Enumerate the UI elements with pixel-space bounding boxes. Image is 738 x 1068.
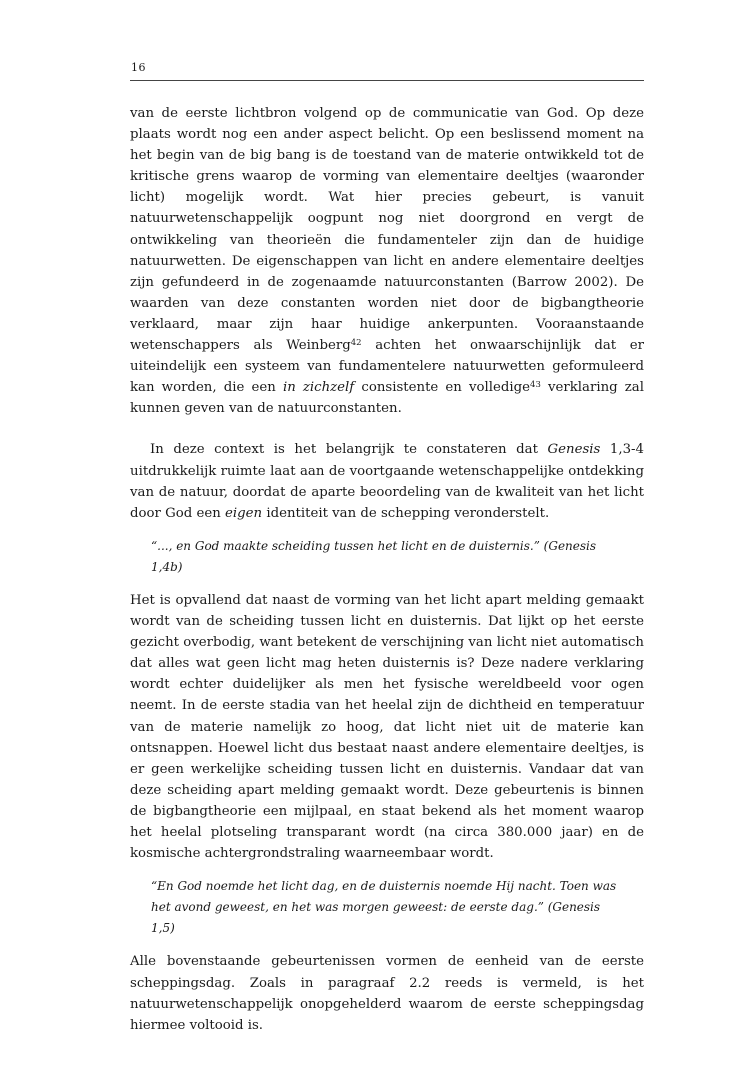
page-number: 16 xyxy=(131,61,146,74)
paragraph-2 xyxy=(130,439,644,523)
paragraph-1-text-c: consistente en volledige xyxy=(354,380,531,396)
paragraph-2-emphasis-eigen: eigen xyxy=(225,505,263,521)
paragraph-3: Het is opvallend dat naast de vorming van het licht apart melding gemaakt wordt van de scheiding tussen licht en duisternis. Dat lijkt op het eerste gezicht overbodig, want betekent de verschijning van licht niet automatisch dat alles wat geen licht mag heten duisternis is? Deze nadere verklaring wordt echter duidelijker als men het fysische wereldbeeld voor ogen neemt. In de eerste stadia van het heelal zijn de dichtheid en temperatuur van de materie namelijk zo hoog, dat licht niet uit de materie kan ontsnappen. Hoewel licht dus bestaat naast andere elementaire deeltjes, is er geen werkelijke scheiding tussen licht en duisternis. Vandaar dat van deze scheiding apart melding gemaakt wordt. Deze gebeurtenis is binnen de bigbangtheorie een mijlpaal, en staat bekend als het moment waarop het heelal plotseling transparant wordt (na circa 380.000 jaar) en de kosmische achtergrondstraling waarneembaar wordt. xyxy=(130,592,644,862)
paragraph-2-text-c: identiteit van de schepping veronderstelt. xyxy=(262,505,550,521)
body-text xyxy=(130,103,644,1036)
paragraph-2-emphasis-genesis: Genesis xyxy=(547,442,601,458)
paragraph-2-text-b: 1,3-4 uitdrukkelijk ruimte laat aan de voortgaande wetenschappelijke ontdekking van de natuur, doordat de aparte beoordeling van de kwaliteit van het licht door God een xyxy=(130,442,644,521)
block-quote-1: “..., en God maakte scheiding tussen het licht en de duisternis.” (Genesis 1,4b) xyxy=(151,538,597,574)
block-quote-2: “En God noemde het licht dag, en de duisternis noemde Hij nacht. Toen was het avond geweest, en het was morgen geweest: de eerste dag.” (Genesis 1,5) xyxy=(151,879,617,936)
paragraph-4: Alle bovenstaande gebeurtenissen vormen de eenheid van de eerste scheppingsdag. Zoals in paragraaf 2.2 reeds is vermeld, is het natuurwetenschappelijk onopgehelderd waarom de eerste scheppingsdag hiermee voltooid is. xyxy=(130,954,644,1033)
paragraph-1-text-d: verklaring zal kunnen geven van de natuurconstanten. xyxy=(130,380,644,417)
paragraph-1 xyxy=(130,103,644,419)
footnote-ref-42[interactable]: 42 xyxy=(350,338,362,349)
header-rule xyxy=(130,80,644,81)
paragraph-2-text-a: In deze context is het belangrijk te constateren dat xyxy=(150,442,548,458)
paragraph-1-text-b: achten het onwaarschijnlijk dat er uiteindelijk een systeem van fundamentelere natuurwetten geformuleerd kan worden, die een xyxy=(130,338,644,396)
paragraph-1-text-a: van de eerste lichtbron volgend op de communicatie van God. Op deze plaats wordt nog een ander aspect belicht. Op een beslissend moment na het begin van de big bang is de toestand van de materie ontwikkeld tot de kritische grens waarop de vorming van elementaire deeltjes (waaronder licht) mogelijk wordt. Wat hier precies gebeurt, is vanuit natuurwetenschappelijk oogpunt nog niet doorgrond en vergt de ontwikkeling van theorieën die fundamenteler zijn dan de huidige natuurwetten. De eigenschappen van licht en andere elementaire deeltjes zijn gefundeerd in de zogenaamde natuurconstanten (Barrow 2002). De waarden van deze constanten worden niet door de bigbangtheorie verklaard, maar zijn haar huidige ankerpunten. Vooraanstaande wetenschappers als Weinberg xyxy=(130,106,644,354)
footnote-ref-43[interactable]: 43 xyxy=(530,380,541,391)
paragraph-1-emphasis: in zichzelf xyxy=(282,380,355,396)
